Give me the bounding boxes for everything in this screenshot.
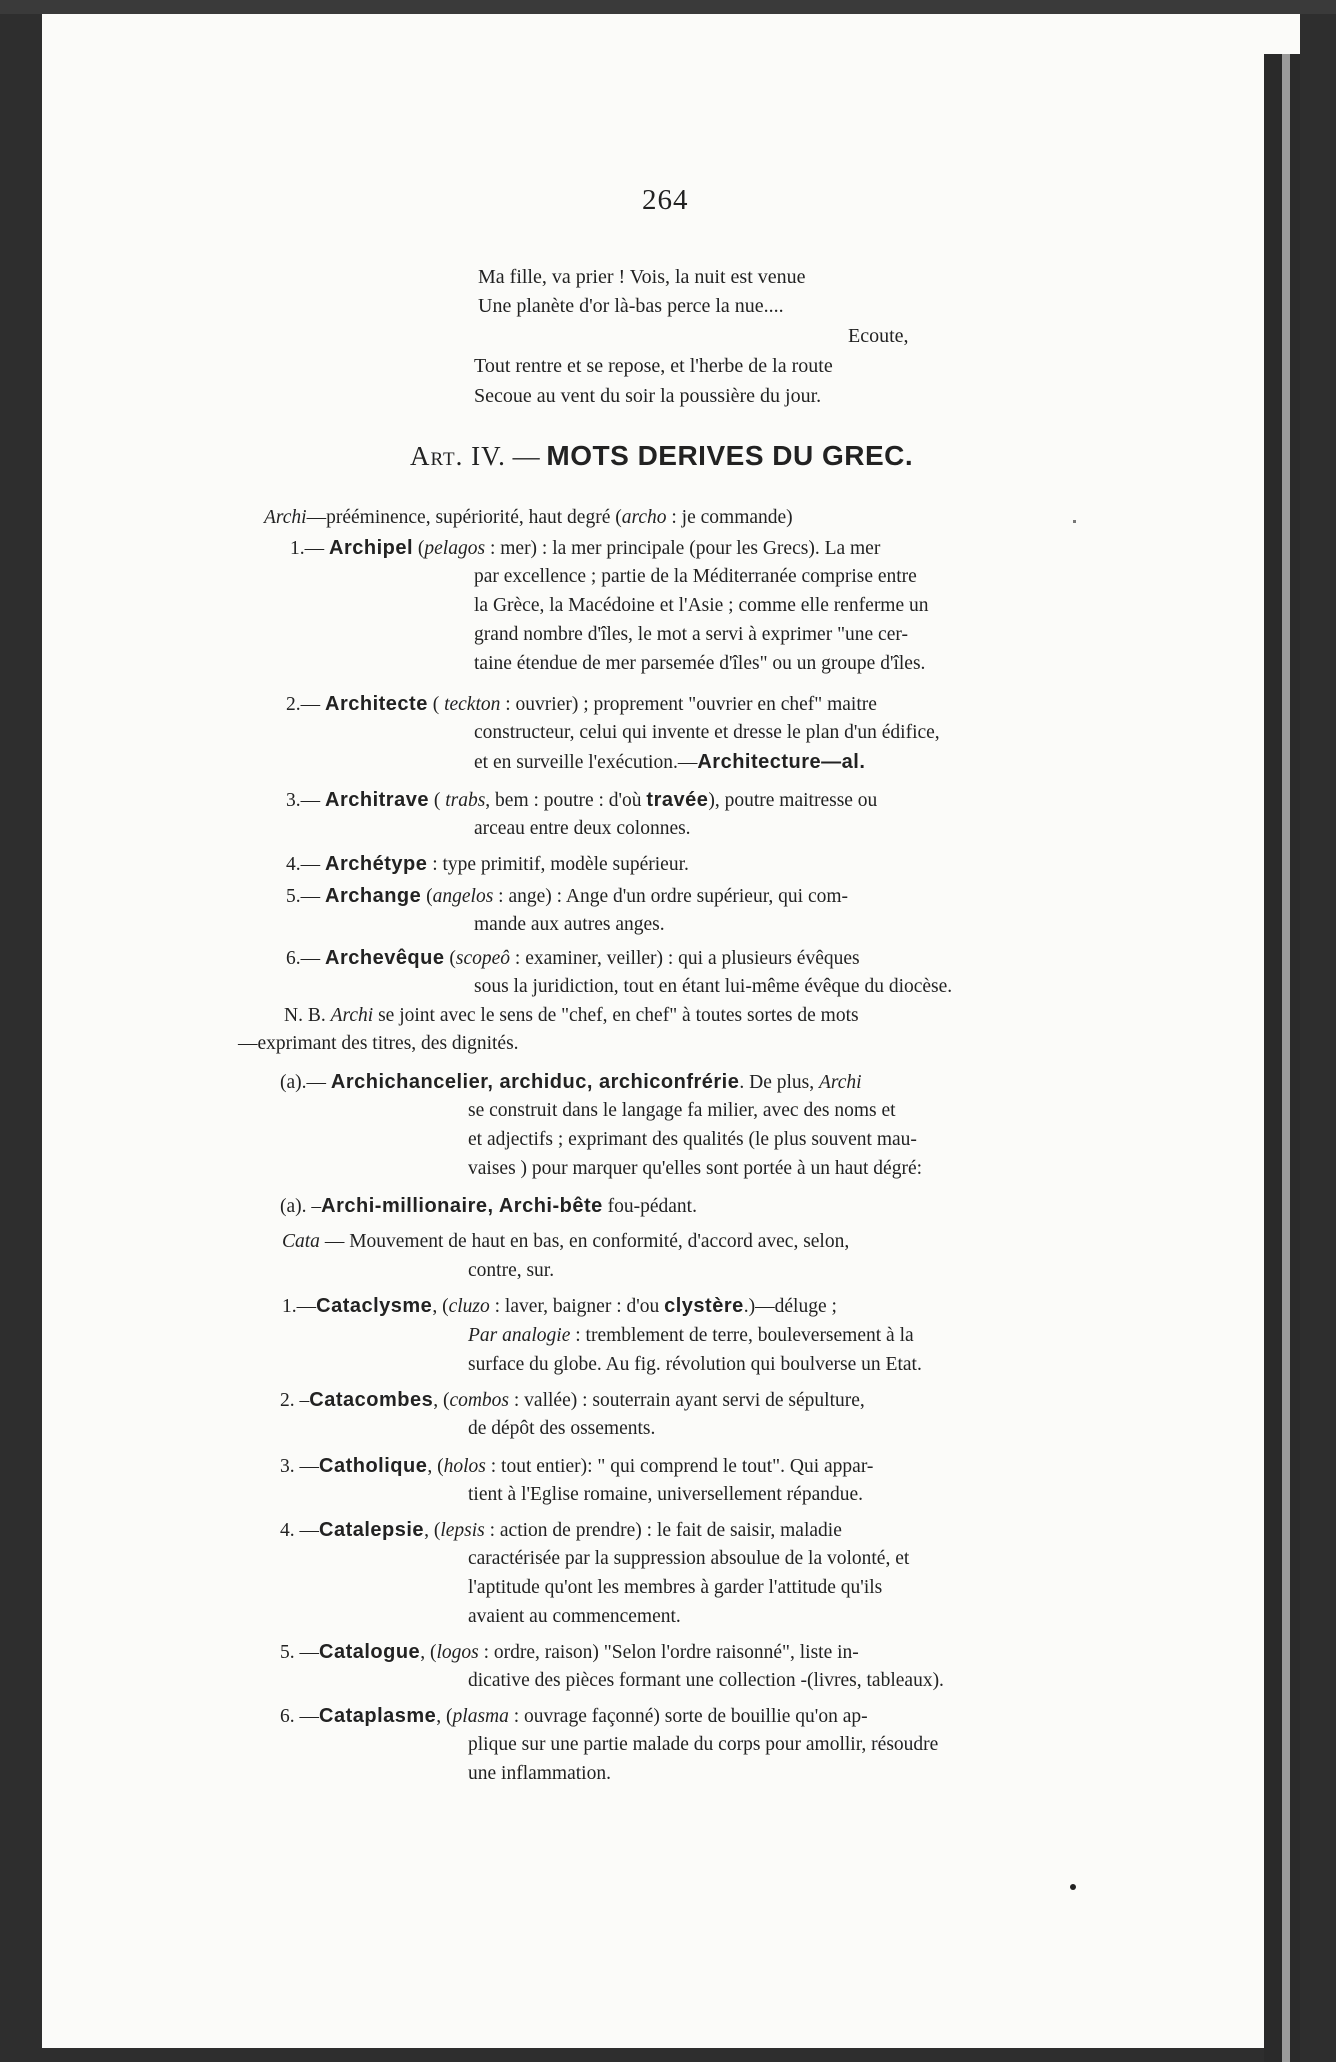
entry-text: et en surveille l'exécution.— [474, 752, 698, 773]
entry-line: vaises ) pour marquer qu'elles sont portée à un haut dégré: [468, 1158, 923, 1179]
entry-term: Architrave [325, 789, 429, 811]
nota-bene [284, 1006, 859, 1026]
nb-label: N. B. [284, 1005, 331, 1026]
entry-architecte [286, 694, 877, 715]
heading-dash: — [505, 441, 547, 471]
entry-line: arceau entre deux colonnes. [474, 818, 691, 839]
entry-text: ( [413, 538, 425, 559]
entry-text: : ouvrier) ; proprement "ouvrier en chef" maitre [500, 694, 877, 715]
entry-term: Archichancelier, archiduc, archiconfrérie [330, 1071, 740, 1093]
entry-term: Architecte [325, 693, 428, 715]
entry-number: 2.— [286, 694, 325, 715]
entry-line: une inflammation. [468, 1763, 611, 1784]
cata-intro-text: — Mouvement de haut en bas, en conformité, d'accord avec, selon, [319, 1231, 850, 1252]
entry-line: sous la juridiction, tout en étant lui-même évêque du diocèse. [474, 976, 953, 997]
entry-line: constructeur, celui qui invente et dresse le plan d'un édifice, [474, 722, 940, 743]
entry-root: cluzo [448, 1296, 490, 1317]
entry-term: Archange [325, 885, 422, 907]
print-dot [1070, 1884, 1076, 1890]
entry-text: , ( [436, 1706, 453, 1727]
entry-line: l'aptitude qu'ont les membres à garder l'attitude qu'ils [468, 1577, 883, 1598]
entry-line: par excellence ; partie de la Méditerranée comprise entre [474, 566, 917, 587]
entry-text: : action de prendre) : le fait de saisir, maladie [484, 1520, 842, 1541]
cata-prefix: Cata [282, 1231, 320, 1252]
entry-term: Catalepsie [319, 1519, 425, 1541]
entry-number: 3.— [286, 790, 325, 811]
nb-text: se joint avec le sens de "chef, en chef" à toutes sortes de mots [373, 1005, 859, 1026]
entry-number: 6. — [280, 1706, 319, 1727]
entry-line: se construit dans le langage fa milier, avec des noms et [468, 1100, 896, 1121]
entry-text: fou-pédant. [602, 1196, 697, 1217]
entry-line: —exprimant des titres, des dignités. [238, 1033, 519, 1054]
entry-text: : tremblement de terre, bouleversement à la [570, 1325, 914, 1346]
page-content [42, 14, 1300, 2048]
nb-term: Archi [330, 1005, 374, 1026]
entry-number: (a).— [280, 1072, 331, 1093]
verse-line: Ecoute, [848, 325, 909, 347]
entry-line: mande aux autres anges. [474, 914, 665, 935]
entry-line: la Grèce, la Macédoine et l'Asie ; comme elle renferme un [474, 595, 929, 616]
entry-number: 5.— [286, 886, 325, 907]
entry-text: : examiner, veiller) : qui a plusieurs évêques [510, 948, 860, 969]
entry-number: (a). – [280, 1196, 322, 1217]
entry-text: , ( [433, 1390, 450, 1411]
entry-number: 1.— [282, 1296, 317, 1317]
entry-text: : type primitif, modèle supérieur. [427, 854, 689, 875]
entry-term: Cataclysme [316, 1295, 433, 1317]
entry-text: : tout entier): " qui comprend le tout". Qui appar- [485, 1456, 874, 1477]
entry-text: , ( [432, 1296, 449, 1317]
heading-article: Art. IV. [410, 441, 506, 471]
entry-text: , ( [424, 1520, 441, 1541]
entry-text: : ange) : Ange d'un ordre supérieur, qui com- [493, 886, 849, 907]
entry-term: Archi-millionaire, Archi-bête [321, 1195, 603, 1217]
entry-number: 5. — [280, 1642, 319, 1663]
entry-root: combos [449, 1390, 510, 1411]
entry-text: ( [428, 790, 446, 811]
entry-number: 4. — [280, 1520, 319, 1541]
entry-term: travée [646, 789, 709, 811]
entry-architrave [286, 790, 877, 811]
entry-line: grand nombre d'îles, le mot a servi à exprimer "une cer- [474, 624, 908, 645]
entry-text: : mer) : la mer principale (pour les Grecs). La mer [485, 538, 881, 559]
entry-term: Cataplasme [319, 1705, 437, 1727]
entry-text: , ( [420, 1642, 437, 1663]
entry-text: : ordre, raison) "Selon l'ordre raisonné", liste in- [478, 1642, 859, 1663]
entry-term: Archipel [329, 537, 414, 559]
entry-text: ( [427, 694, 445, 715]
verse-line: Ma fille, va prier ! Vois, la nuit est venue [478, 266, 806, 288]
top-border [0, 0, 1336, 14]
entry-text: : vallée) : souterrain ayant servi de sépulture, [509, 1390, 865, 1411]
section-heading [410, 440, 1050, 472]
archi-intro [264, 508, 793, 528]
entry-text: ( [421, 886, 433, 907]
entry-root: pelagos [424, 538, 486, 559]
verse-line: Secoue au vent du soir la poussière du jour. [474, 385, 822, 407]
entry-text: ), poutre maitresse ou [708, 790, 878, 811]
page-number: 264 [642, 184, 689, 216]
entry-line [474, 752, 865, 773]
entry-archange [286, 886, 848, 907]
entry-cataplasme [280, 1706, 868, 1727]
entry-archeveque [286, 948, 860, 969]
verse-line: Tout rentre et se repose, et l'herbe de la route [474, 355, 833, 377]
entry-text: , ( [427, 1456, 444, 1477]
entry-term: Archétype [325, 853, 428, 875]
entry-term: clystère [664, 1295, 744, 1317]
entry-archetype [286, 854, 689, 875]
verse-line: Une planète d'or là-bas perce la nue.... [478, 295, 784, 317]
entry-line: dicative des pièces formant une collection -(livres, tableaux). [468, 1670, 944, 1691]
archi-root: archo [621, 507, 667, 528]
entry-text: , bem : poutre : d'où [485, 790, 647, 811]
entry-line: surface du globe. Au fig. révolution qui boulverse un Etat. [468, 1354, 922, 1375]
archi-intro-text: —prééminence, supériorité, haut degré ( [306, 507, 622, 528]
entry-term: Catalogue [319, 1641, 421, 1663]
entry-number: 1.— [290, 538, 329, 559]
entry-line: taine étendue de mer parsemée d'îles" ou un groupe d'îles. [474, 653, 926, 674]
entry-cataclysme [282, 1296, 837, 1317]
print-mark [1073, 520, 1076, 523]
entry-line: et adjectifs ; exprimant des qualités (le plus souvent mau- [468, 1129, 917, 1150]
entry-number: 3. — [280, 1456, 319, 1477]
entry-term: Catacombes [309, 1389, 434, 1411]
entry-line [468, 1326, 914, 1346]
entry-number: 2. – [280, 1390, 310, 1411]
entry-line: contre, sur. [468, 1260, 555, 1281]
entry-archi-millionaire [280, 1196, 697, 1217]
entry-line: de dépôt des ossements. [468, 1418, 656, 1439]
entry-number: 4.— [286, 854, 325, 875]
entry-root: plasma [452, 1706, 509, 1727]
entry-term: Archevêque [325, 947, 445, 969]
entry-root: scopeô [455, 948, 511, 969]
entry-text: ( [444, 948, 456, 969]
entry-line: caractérisée par la suppression absoulue de la volonté, et [468, 1548, 910, 1569]
entry-catholique [280, 1456, 873, 1477]
entry-catalepsie [280, 1520, 842, 1541]
document-page [42, 14, 1300, 2048]
entry-text: : ouvrage façonné) sorte de bouillie qu'on ap- [508, 1706, 868, 1727]
entry-archichancelier [280, 1072, 862, 1093]
heading-title: MOTS DERIVES DU GREC. [546, 440, 914, 471]
entry-root: Archi [818, 1072, 862, 1093]
archi-prefix: Archi [264, 507, 307, 528]
entry-archipel [290, 538, 880, 559]
entry-root: Par analogie [468, 1325, 571, 1346]
entry-root: lepsis [440, 1520, 485, 1541]
archi-intro-end: : je commande) [666, 507, 793, 528]
entry-root: holos [443, 1456, 486, 1477]
entry-root: angelos [432, 886, 494, 907]
entry-term: Architecture—al. [697, 751, 866, 773]
entry-line: avaient au commencement. [468, 1606, 681, 1627]
cata-intro [282, 1232, 849, 1252]
entry-term: Catholique [319, 1455, 428, 1477]
entry-root: logos [436, 1642, 479, 1663]
entry-number: 6.— [286, 948, 325, 969]
entry-line: plique sur une partie malade du corps pour amollir, résoudre [468, 1734, 939, 1755]
entry-catacombes [280, 1390, 865, 1411]
entry-text: .)—déluge ; [743, 1296, 837, 1317]
entry-root: trabs [445, 790, 486, 811]
entry-catalogue [280, 1642, 859, 1663]
entry-root: teckton [444, 694, 501, 715]
entry-line: tient à l'Eglise romaine, universellement répandue. [468, 1484, 863, 1505]
entry-text: . De plus, [739, 1072, 819, 1093]
entry-text: : laver, baigner : d'ou [489, 1296, 665, 1317]
